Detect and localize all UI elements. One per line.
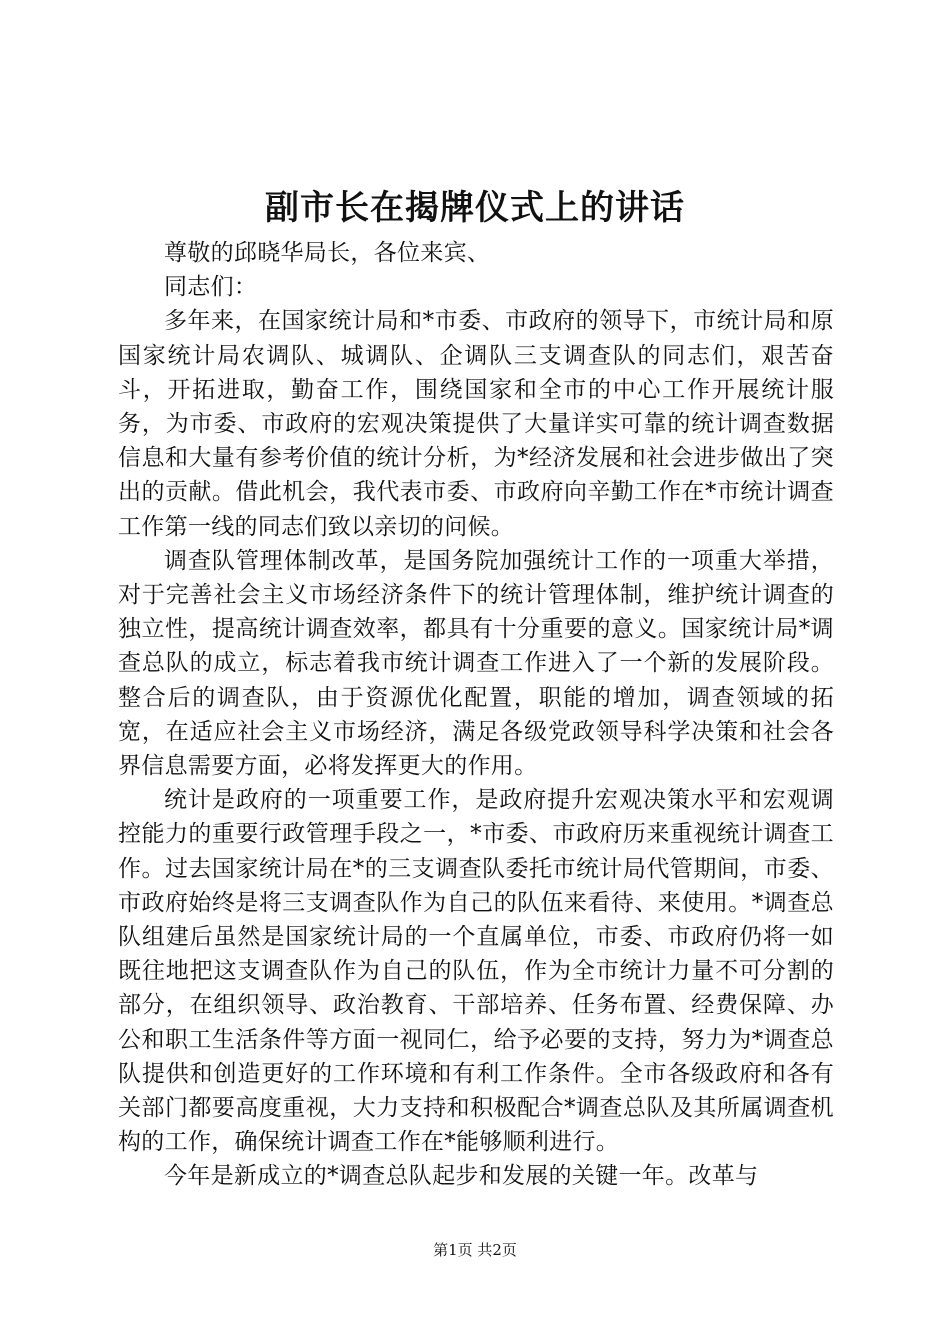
- page-footer: 第1页 共2页: [433, 1241, 517, 1259]
- body-paragraph: 调查队管理体制改革，是国务院加强统计工作的一项重大举措，对于完善社会主义市场经济条件下的统计管理体制，维护统计调查的独立性，提高统计调查效率，都具有十分重要的意义。国家统计局*调查总队的成立，标志着我市统计调查工作进入了一个新的发展阶段。整合后的调查队，由于资源优化配置，职能的增加，调查领域的拓宽，在适应社会主义市场经济，满足各级党政领导科学决策和社会各界信息需要方面，必将发挥更大的作用。: [118, 547, 834, 780]
- body-paragraph: 今年是新成立的*调查总队起步和发展的关键一年。改革与: [164, 1163, 759, 1190]
- document-title: 副市长在揭牌仪式上的讲话: [265, 188, 685, 228]
- body-paragraph: 多年来，在国家统计局和*市委、市政府的领导下，市统计局和原国家统计局农调队、城调队、企调队三支调查队的同志们，艰苦奋斗，开拓进取，勤奋工作，围绕国家和全市的中心工作开展统计服务，为市委、市政府的宏观决策提供了大量详实可靠的统计调查数据信息和大量有参考价值的统计分析，为*经济发展和社会进步做出了突出的贡献。借此机会，我代表市委、市政府向辛勤工作在*市统计调查工作第一线的同志们致以亲切的问候。: [118, 308, 834, 540]
- salutation-line-1: 尊敬的邱晓华局长，各位来宾、: [164, 240, 491, 266]
- body-paragraph: 统计是政府的一项重要工作，是政府提升宏观决策水平和宏观调控能力的重要行政管理手段之一，*市委、市政府历来重视统计调查工作。过去国家统计局在*的三支调查队委托市统计局代管期间，市委、市政府始终是将三支调查队作为自己的队伍来看待、来使用。*调查总队组建后虽然是国家统计局的一个直属单位，市委、市政府仍将一如既往地把这支调查队作为自己的队伍，作为全市统计力量不可分割的部分，在组织领导、政治教育、干部培养、任务布置、经费保障、办公和职工生活条件等方面一视同仁，给予必要的支持，努力为*调查总队提供和创造更好的工作环境和有利工作条件。全市各级政府和各有关部门都要高度重视，大力支持和积极配合*调查总队及其所属调查机构的工作，确保统计调查工作在*能够顺利进行。: [118, 787, 834, 1156]
- salutation-line-2: 同志们：: [164, 274, 258, 301]
- document-body: [118, 236, 834, 1194]
